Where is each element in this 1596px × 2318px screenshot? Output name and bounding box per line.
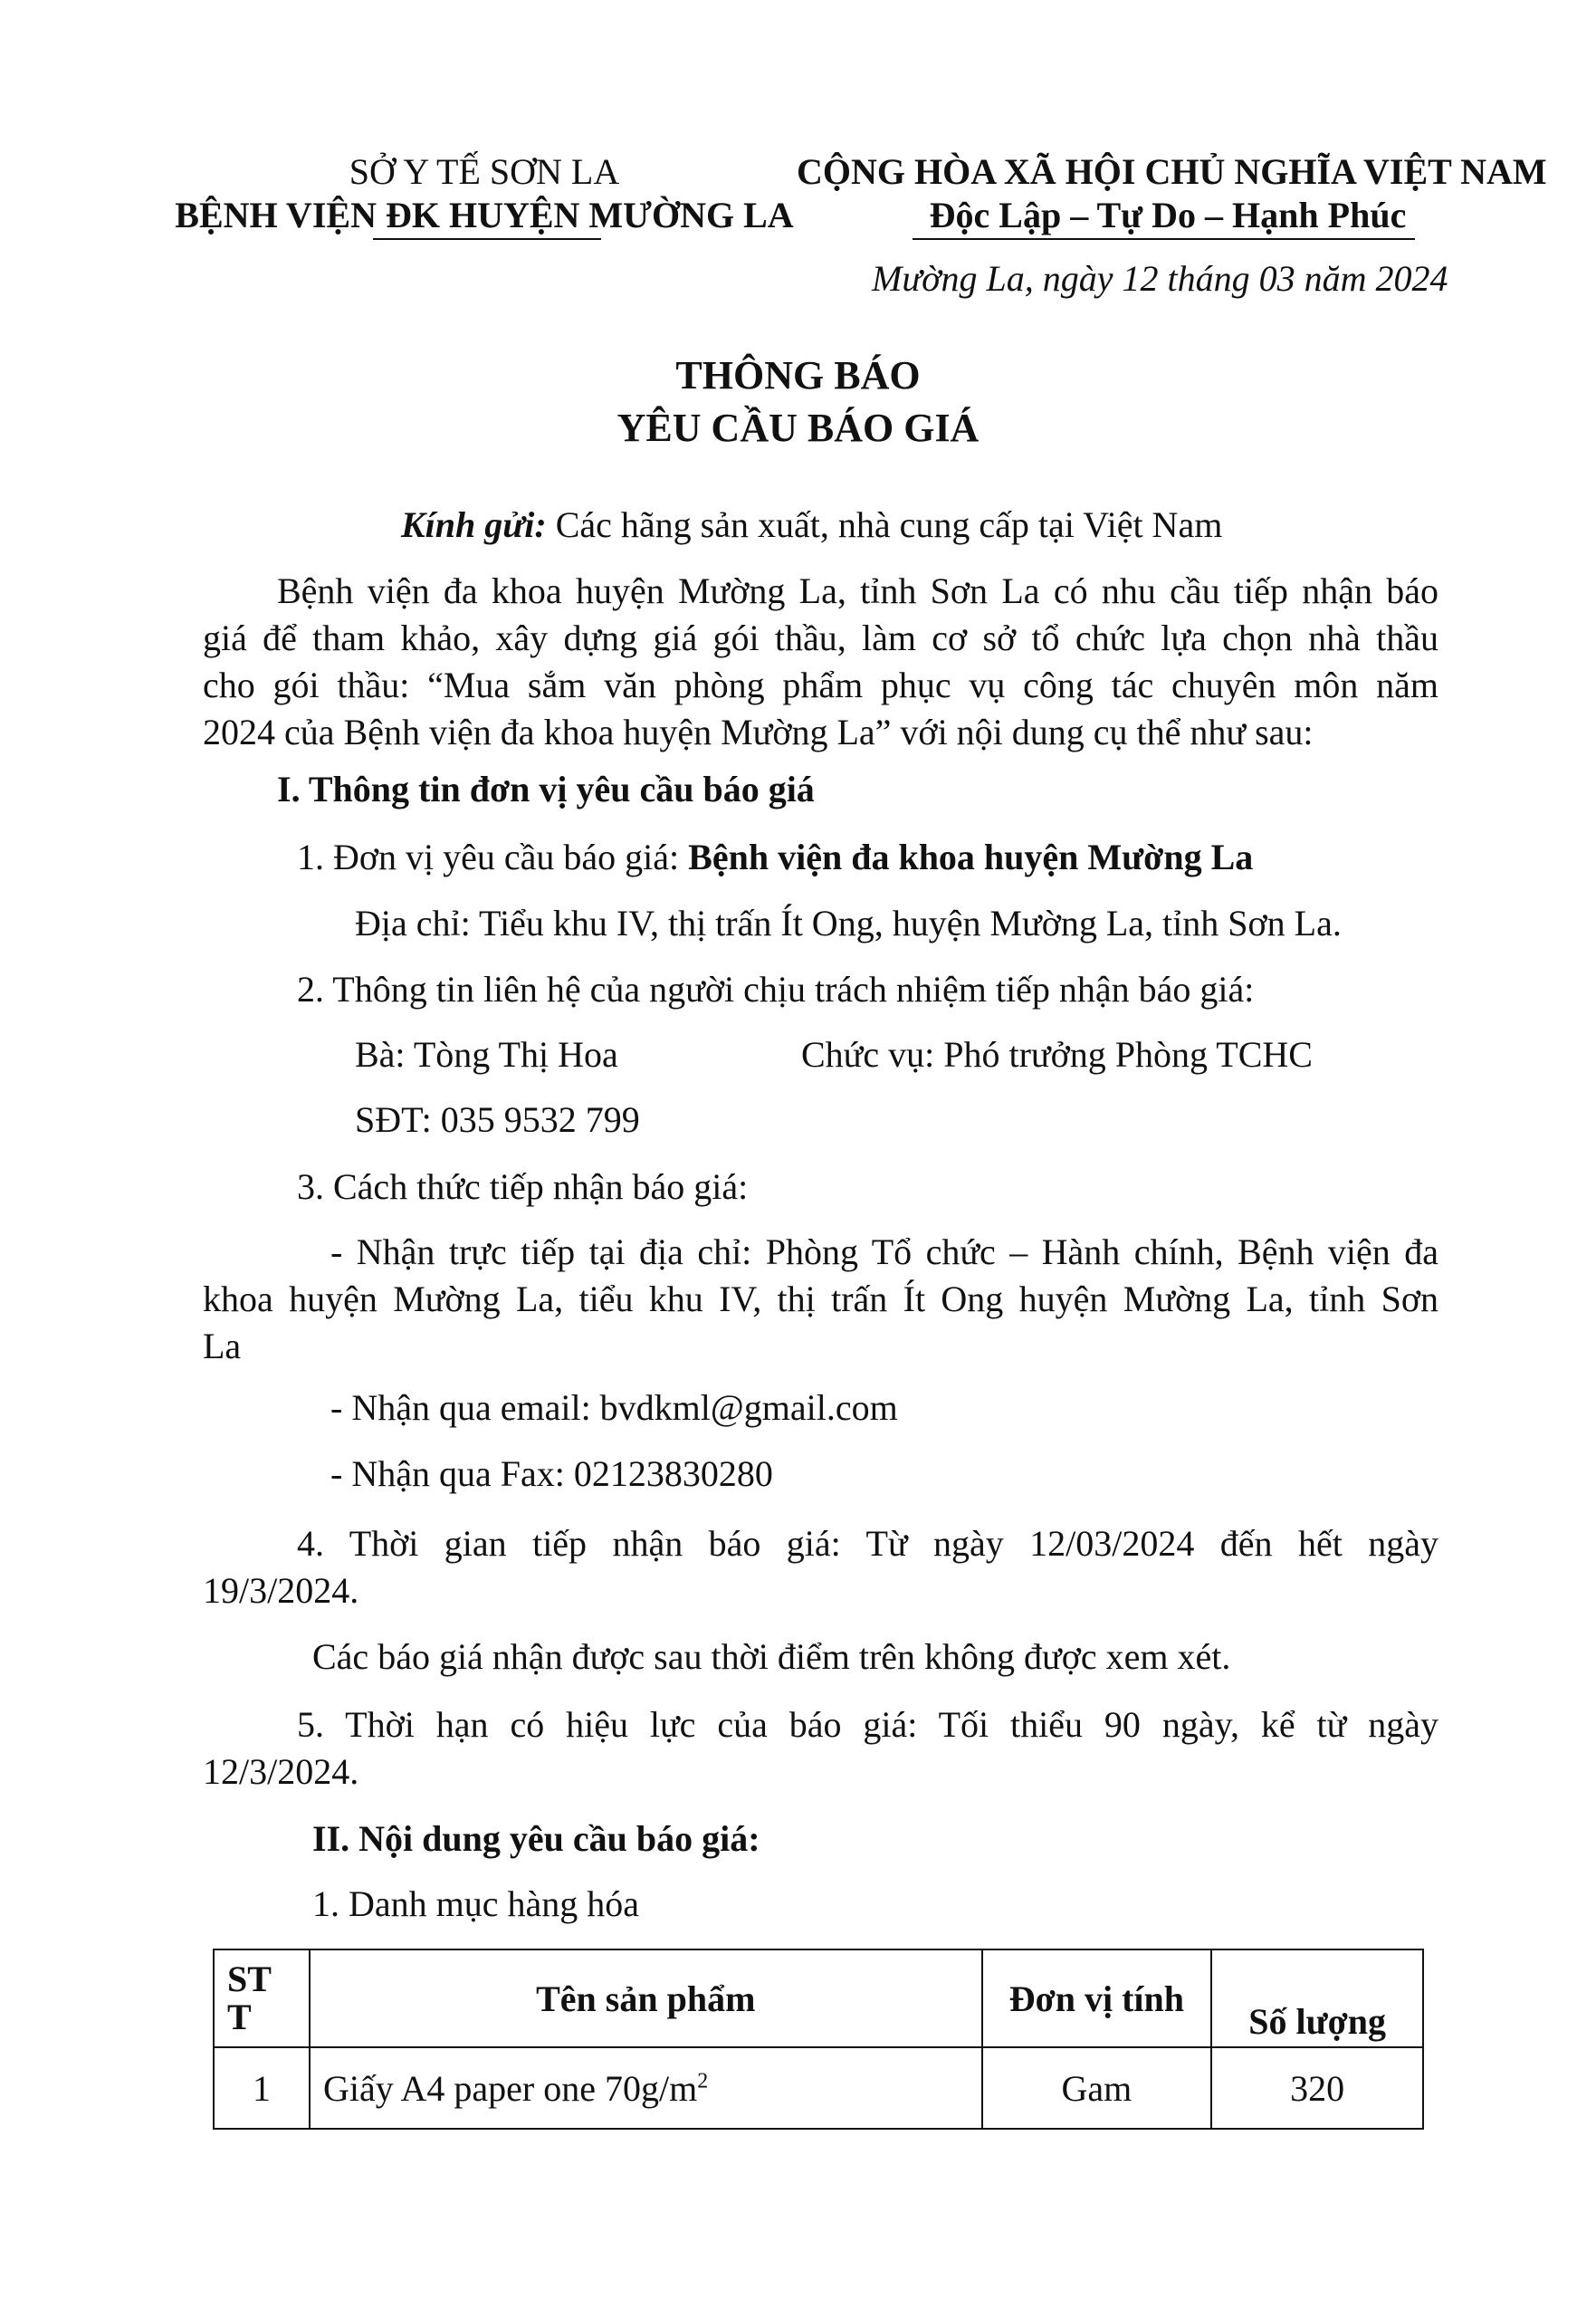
row-product-name-superscript: 2 <box>697 2069 709 2093</box>
receipt-direct-line-1: - Nhận trực tiếp tại địa chỉ: Phòng Tổ chức – Hành chính, Bệnh viện đa <box>330 1231 1438 1272</box>
row-stt: 1 <box>214 2047 310 2129</box>
header-right-underline <box>913 238 1415 240</box>
row-unit: Gam <box>982 2047 1212 2129</box>
validity-line-1: 5. Thời hạn có hiệu lực của báo giá: Tối thiểu 90 ngày, kể từ ngày <box>297 1704 1438 1745</box>
receipt-period-line-2: 19/3/2024. <box>203 1570 359 1611</box>
header-product-name: Tên sản phẩm <box>310 1949 982 2047</box>
national-motto: Độc Lập – Tự Do – Hạnh Phúc <box>929 195 1407 235</box>
header-stt-line-2: T <box>227 1997 252 2037</box>
receipt-email: - Nhận qua email: bvdkml@gmail.com <box>330 1387 898 1428</box>
header-stt-line-1: ST <box>227 1959 272 1999</box>
contact-position: Chức vụ: Phó trưởng Phòng TCHC <box>801 1034 1313 1075</box>
row-quantity: 320 <box>1211 2047 1423 2129</box>
intro-line-1: Bệnh viện đa khoa huyện Mường La, tỉnh Sơn La có nhu cầu tiếp nhận báo <box>277 570 1438 611</box>
goods-table <box>213 1949 1424 2130</box>
receipt-fax: - Nhận qua Fax: 02123830280 <box>330 1453 773 1494</box>
document-date: Mường La, ngày 12 tháng 03 năm 2024 <box>872 258 1448 299</box>
recipient-text: Các hãng sản xuất, nhà cung cấp tại Việt Nam <box>546 504 1223 545</box>
row-product-name <box>310 2047 982 2129</box>
document-subtitle: YÊU CẦU BÁO GIÁ <box>616 406 980 450</box>
header-unit: Đơn vị tính <box>982 1949 1212 2047</box>
requesting-unit-value: Bệnh viện đa khoa huyện Mường La <box>688 837 1254 877</box>
receipt-period-note: Các báo giá nhận được sau thời điểm trên không được xem xét. <box>312 1636 1231 1677</box>
hospital-name: BỆNH VIỆN ĐK HUYỆN MƯỜNG LA <box>175 195 794 235</box>
table-row <box>214 2047 1423 2129</box>
document-title: THÔNG BÁO <box>675 353 921 398</box>
contact-heading: 2. Thông tin liên hệ của người chịu trách nhiệm tiếp nhận báo giá: <box>297 969 1255 1010</box>
intro-line-2: giá để tham khảo, xây dựng giá gói thầu, làm cơ sở tổ chức lựa chọn nhà thầu <box>203 618 1438 658</box>
validity-line-2: 12/3/2024. <box>203 1751 359 1792</box>
national-title: CỘNG HÒA XÃ HỘI CHỦ NGHĨA VIỆT NAM <box>797 151 1547 192</box>
receipt-direct-line-2: khoa huyện Mường La, tiểu khu IV, thị trấn Ít Ong huyện Mường La, tỉnh Sơn <box>203 1279 1438 1319</box>
header-left-underline <box>373 238 601 240</box>
header-stt <box>214 1949 310 2047</box>
section-2-heading: II. Nội dung yêu cầu báo giá: <box>312 1818 760 1859</box>
contact-name: Bà: Tòng Thị Hoa <box>355 1034 618 1075</box>
agency-name: SỞ Y TẾ SƠN LA <box>349 151 620 192</box>
requesting-unit-line <box>297 835 1253 880</box>
section-1-heading: I. Thông tin đơn vị yêu cầu báo giá <box>277 769 815 809</box>
row-product-name-text: Giấy A4 paper one 70g/m <box>322 2067 698 2109</box>
recipient-label: Kính gửi: <box>401 504 547 545</box>
goods-table-header-row <box>214 1949 1423 2047</box>
goods-list-heading: 1. Danh mục hàng hóa <box>312 1883 640 1924</box>
recipient-line <box>401 503 1222 548</box>
intro-line-4: 2024 của Bệnh viện đa khoa huyện Mường La” với nội dung cụ thể như sau: <box>203 712 1314 752</box>
header-quantity: Số lượng <box>1211 1949 1423 2047</box>
intro-line-3: cho gói thầu: “Mua sắm văn phòng phẩm phục vụ công tác chuyên môn năm <box>203 665 1438 705</box>
receipt-direct-line-3: La <box>203 1326 242 1366</box>
address-line: Địa chỉ: Tiểu khu IV, thị trấn Ít Ong, huyện Mường La, tỉnh Sơn La. <box>355 903 1342 943</box>
contact-phone: SĐT: 035 9532 799 <box>355 1099 640 1140</box>
receipt-method-heading: 3. Cách thức tiếp nhận báo giá: <box>297 1166 749 1207</box>
receipt-period-line-1: 4. Thời gian tiếp nhận báo giá: Từ ngày 12/03/2024 đến hết ngày <box>297 1523 1438 1564</box>
requesting-unit-label: 1. Đơn vị yêu cầu báo giá: <box>297 837 689 877</box>
